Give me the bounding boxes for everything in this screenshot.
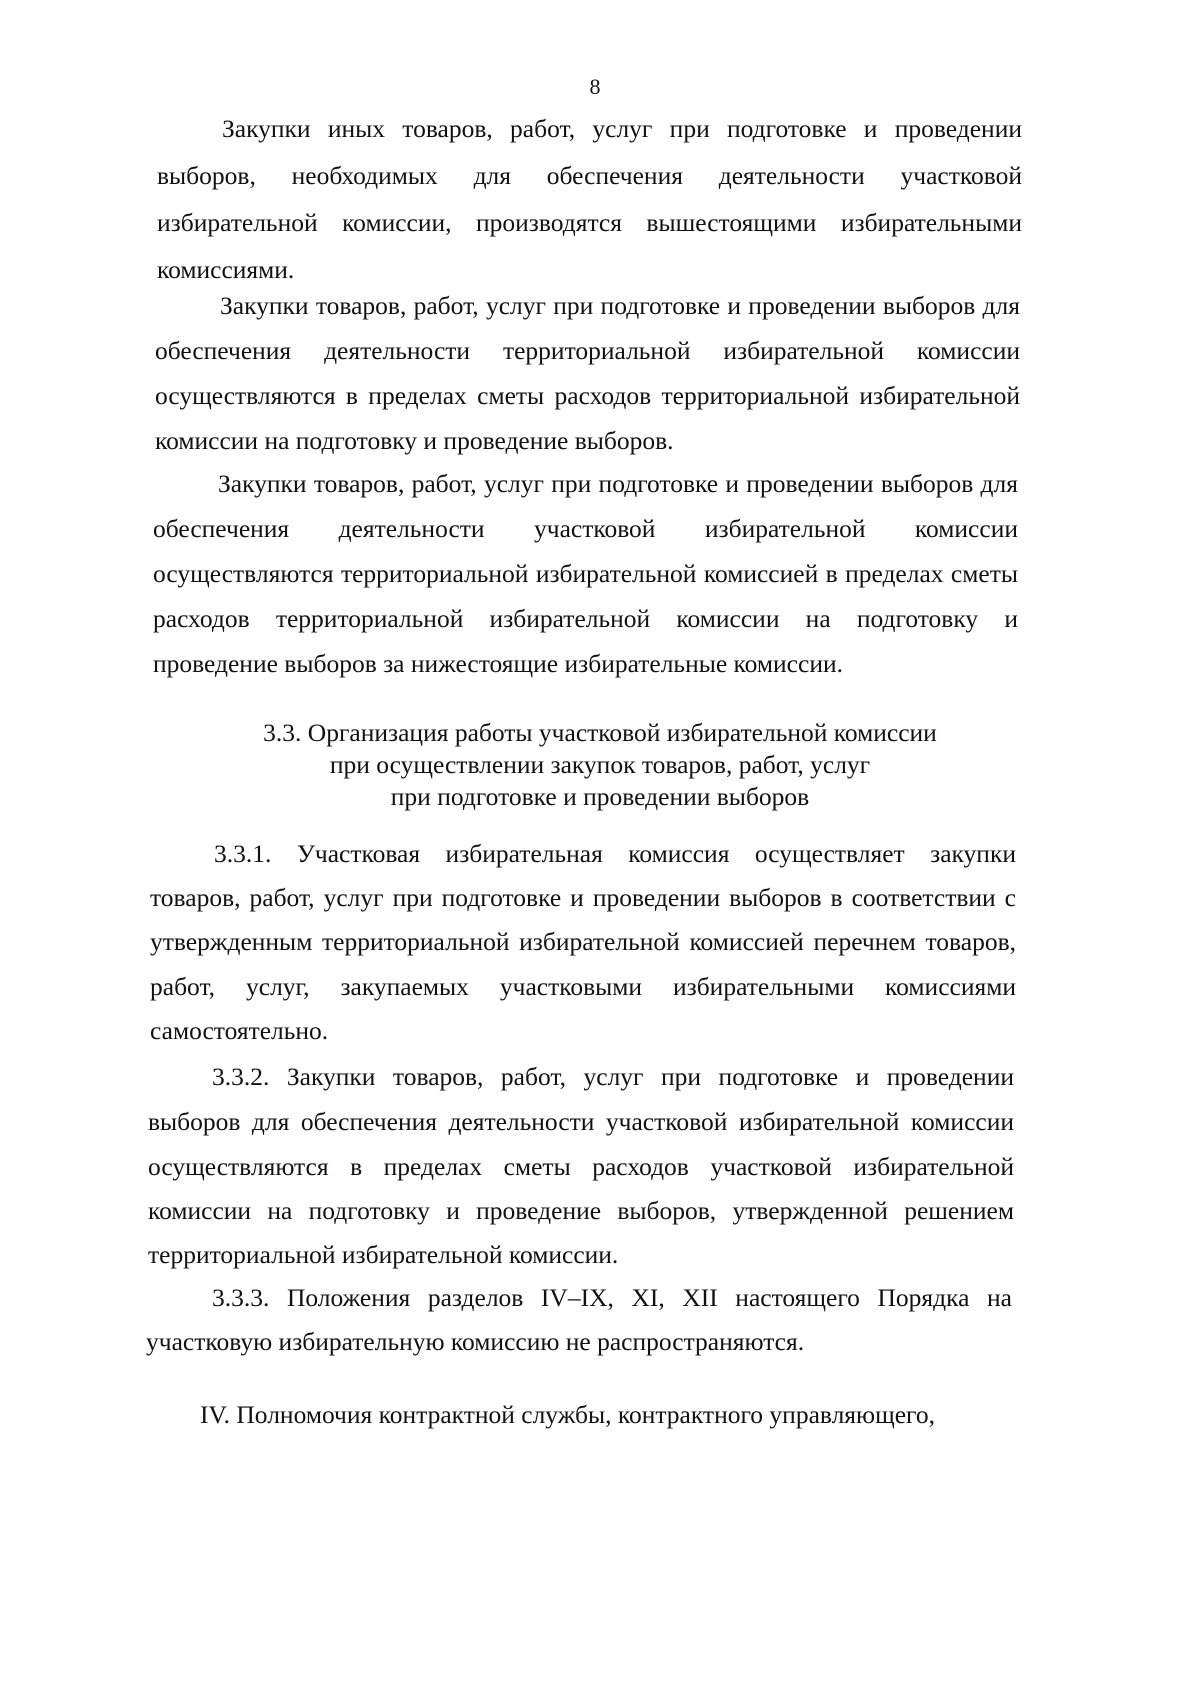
clause-line: работ, услуг, закупаемых участковыми избирательными комиссиями [150,972,1016,1001]
paragraph-line: проведение выборов за нижестоящие избирательные комиссии. [153,649,843,678]
section-heading-line: при осуществлении закупок товаров, работ, услуг [329,750,871,779]
clause-line: участковую избирательную комиссию не распространяются. [146,1327,805,1356]
next-section-heading: IV. Полномочия контрактной службы, контрактного управляющего, [200,1400,935,1429]
clause-line: осуществляются в пределах сметы расходов участковой избирательной [148,1152,1014,1181]
clause-line: комиссии на подготовку и проведение выборов, утвержденной решением [148,1196,1014,1225]
page-number: 8 [589,74,601,99]
clause-line: выборов для обеспечения деятельности участковой избирательной комиссии [148,1107,1014,1136]
clause-line: товаров, работ, услуг при подготовке и проведении выборов в соответствии с [150,883,1016,912]
paragraph-line: избирательной комиссии, производятся вышестоящими избирательными [157,208,1022,237]
clause-line: 3.3.3. Положения разделов IV–IX, XI, XII настоящего Порядка на [212,1283,1012,1312]
paragraph-line: осуществляются в пределах сметы расходов территориальной избирательной [155,381,1020,410]
paragraph-line: Закупки иных товаров, работ, услуг при подготовке и проведении [222,114,1022,143]
paragraph-line: Закупки товаров, работ, услуг при подготовке и проведении выборов для [220,291,1020,320]
clause-line: самостоятельно. [150,1016,329,1045]
paragraph-line: выборов, необходимых для обеспечения деятельности участковой [157,161,1022,190]
section-heading-line: 3.3. Организация работы участковой избирательной комиссии [263,718,937,747]
paragraph-line: осуществляются территориальной избирательной комиссией в пределах сметы [153,559,1018,588]
clause-line: территориальной избирательной комиссии. [148,1240,619,1269]
paragraph-line: Закупки товаров, работ, услуг при подготовке и проведении выборов для [218,469,1018,498]
paragraph-line: расходов территориальной избирательной комиссии на подготовку и [153,604,1018,633]
clause-line: утвержденным территориальной избирательной комиссией перечнем товаров, [150,927,1016,956]
section-heading-line: при подготовке и проведении выборов [390,782,810,811]
paragraph-line: обеспечения деятельности территориальной избирательной комиссии [155,336,1020,365]
paragraph-line: комиссиями. [157,255,295,284]
paragraph-line: комиссии на подготовку и проведение выборов. [155,426,674,455]
clause-line: 3.3.1. Участковая избирательная комиссия осуществляет закупки [214,839,1016,868]
clause-line: 3.3.2. Закупки товаров, работ, услуг при подготовке и проведении [212,1062,1014,1091]
paragraph-line: обеспечения деятельности участковой избирательной комиссии [153,514,1018,543]
